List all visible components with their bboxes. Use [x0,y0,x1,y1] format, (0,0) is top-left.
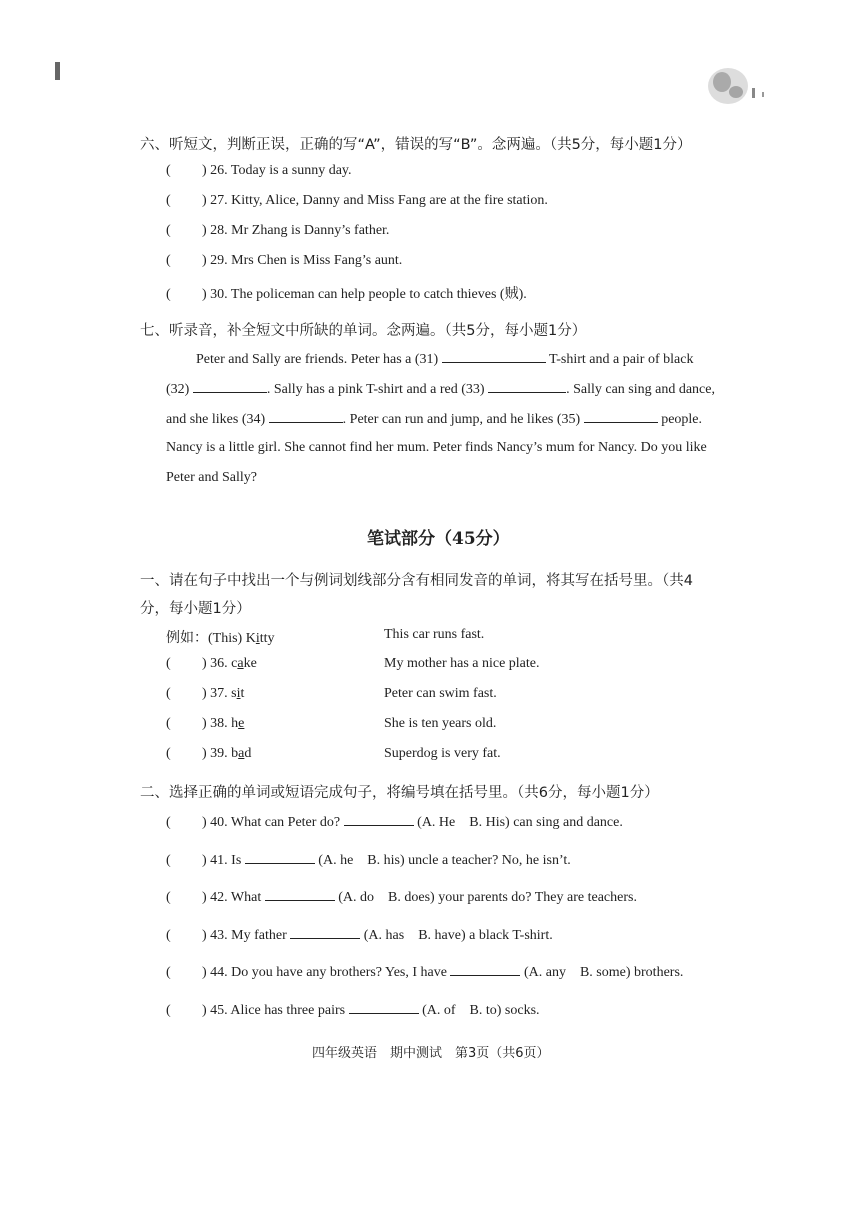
part1-heading-line1: 一、请在句子中找出一个与例词划线部分含有相同发音的单词，将其写在括号里。（共4 [140,573,693,589]
part1-heading-line2: 分，每小题1分） [140,601,251,617]
item-30-text: 30. The policeman can help people to catch thieves (贼). [210,287,527,302]
paragraph-line: Peter and Sally are friends. Peter has a (31) T-shirt and a pair of black [196,352,694,367]
answer-blank-43[interactable] [290,926,360,939]
list-item: ( ) 38. he [166,716,245,731]
paragraph-line: Peter and Sally? [166,470,257,485]
item-28-text: 28. Mr Zhang is Danny’s father. [210,223,390,238]
example-row: 例如：(This) Kitty [166,631,275,646]
answer-blank-32[interactable] [193,380,267,393]
example-sentence: This car runs fast. [384,627,485,642]
list-item: ( ) 28. Mr Zhang is Danny’s father. [166,223,390,238]
list-item: ( ) 44. Do you have any brothers? Yes, I have (A. any B. some) brothers. [166,965,684,980]
answer-blank-31[interactable] [442,350,546,363]
list-item: ( ) 41. Is (A. he B. his) uncle a teacher? No, he isn’t. [166,853,571,868]
answer-blank-33[interactable] [488,380,566,393]
scan-edge-mark [55,62,60,80]
answer-blank-41[interactable] [245,851,315,864]
list-item: ( ) 40. What can Peter do? (A. He B. His) can sing and dance. [166,815,623,830]
written-section-title: 笔试部分（45分） [367,529,510,549]
page-footer: 四年级英语 期中测试 第3页（共6页） [312,1046,550,1061]
sentence-37: Peter can swim fast. [384,686,497,701]
list-item: ( ) 45. Alice has three pairs (A. of B. to) socks. [166,1003,540,1018]
paragraph-line: and she likes (34) . Peter can run and jump, and he likes (35) people. [166,412,703,427]
section7-heading: 七、听录音，补全短文中所缺的单词。念两遍。（共5分，每小题1分） [140,323,587,339]
item-29-text: 29. Mrs Chen is Miss Fang’s aunt. [210,253,403,268]
section6-heading: 六、听短文，判断正误，正确的写“A”，错误的写“B”。念两遍。（共5分，每小题1分） [140,137,692,153]
answer-blank-42[interactable] [265,888,335,901]
list-item: ( ) 39. bad [166,746,252,761]
list-item: ( ) 42. What (A. do B. does) your parents do? They are teachers. [166,890,637,905]
answer-blank-34[interactable] [269,410,343,423]
paragraph-line: Nancy is a little girl. She cannot find her mum. Peter finds Nancy’s mum for Nancy. Do you like [166,440,707,455]
sentence-36: My mother has a nice plate. [384,656,540,671]
list-item: ( ) 43. My father (A. has B. have) a black T-shirt. [166,928,553,943]
list-item: ( ) 37. sit [166,686,245,701]
answer-blank-35[interactable] [584,410,658,423]
answer-blank-40[interactable] [344,813,414,826]
item-27-text: 27. Kitty, Alice, Danny and Miss Fang are at the fire station. [210,193,548,208]
sentence-39: Superdog is very fat. [384,746,501,761]
item-26-text: 26. Today is a sunny day. [210,163,352,178]
list-item: ( ) 26. Today is a sunny day. [166,163,352,178]
sentence-38: She is ten years old. [384,716,497,731]
answer-blank-45[interactable] [349,1001,419,1014]
answer-blank-44[interactable] [450,963,520,976]
list-item: ( ) 36. cake [166,656,257,671]
part2-heading: 二、选择正确的单词或短语完成句子，将编号填在括号里。（共6分，每小题1分） [140,785,659,801]
list-item: ( ) 27. Kitty, Alice, Danny and Miss Fang are at the fire station. [166,193,548,208]
list-item: ( ) 29. Mrs Chen is Miss Fang’s aunt. [166,253,403,268]
list-item: ( ) 30. The policeman can help people to catch thieves (贼). [166,287,527,302]
paragraph-line: (32) . Sally has a pink T-shirt and a red (33) . Sally can sing and dance, [166,382,715,397]
stamp-smudge [700,58,770,113]
